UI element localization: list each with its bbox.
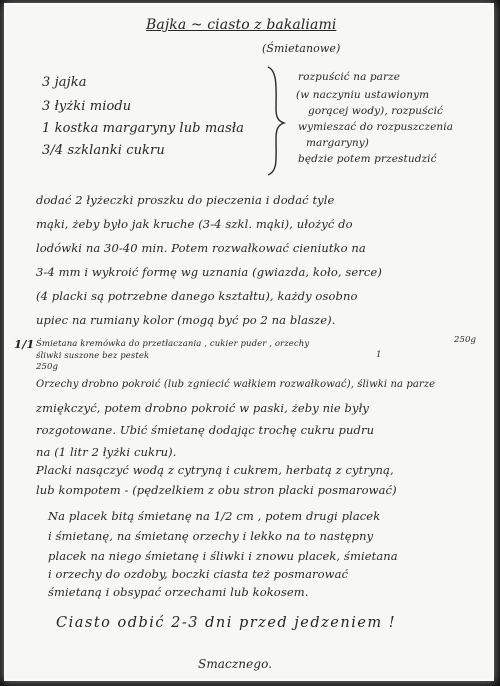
closing-note: Ciasto odbić 2-3 dni przed jedzeniem ! bbox=[56, 615, 397, 631]
dough-line: mąki, żeby było jak kruche (3-4 szkl. mąki), ułożyć do bbox=[36, 217, 353, 231]
melt-note-line: margaryny) bbox=[306, 137, 369, 149]
dough-line: upiec na rumiany kolor (mogą być po 2 na blasze). bbox=[36, 313, 336, 327]
dough-line: 3-4 mm i wykroić formę wg uznania (gwiazda, koło, serce) bbox=[36, 265, 382, 279]
curly-brace-mark bbox=[264, 65, 288, 177]
nuts-line: zmiękczyć, potem drobno pokroić w paski, żeby nie były bbox=[36, 401, 369, 415]
recipe-subtitle: (Śmietanowe) bbox=[262, 42, 341, 55]
assembly-line: i orzechy do ozdoby, boczki ciasta też posmarować bbox=[48, 567, 349, 581]
dough-line: (4 placki są potrzebne danego kształtu), każdy osobno bbox=[36, 289, 358, 303]
cream-line: Śmietana kremówka do przetłaczania , cukier puder , orzechy bbox=[36, 339, 310, 349]
ingredient-item: 3 łyżki miodu bbox=[42, 99, 132, 114]
ingredient-item: 1 kostka margaryny lub masła bbox=[42, 121, 245, 136]
nuts-line: rozgotowane. Ubić śmietanę dodając trochę cukru pudru bbox=[36, 423, 375, 437]
quantity-note: 250g bbox=[454, 335, 477, 345]
assembly-line: śmietaną i obsypać orzechami lub kokosem. bbox=[48, 585, 309, 599]
melt-note-line: gorącej wody), rozpuścić bbox=[308, 105, 444, 117]
recipe-page bbox=[6, 5, 492, 679]
ingredient-item: 3 jajka bbox=[42, 75, 87, 90]
assembly-line: i śmietanę, na śmietanę orzechy i lekko na to następny bbox=[48, 529, 374, 543]
soak-line: lub kompotem - (pędzelkiem z obu stron placki posmarować) bbox=[36, 483, 397, 497]
dough-line: dodać 2 łyżeczki proszku do pieczenia i dodać tyle bbox=[36, 193, 335, 207]
signoff: Smacznego. bbox=[198, 657, 273, 671]
quantity-note: 250g bbox=[36, 362, 59, 372]
cream-line: śliwki suszone bez pestek bbox=[36, 351, 150, 361]
nuts-line: Orzechy drobno pokroić (lub zgniecić wałkiem rozwałkować), śliwki na parze bbox=[36, 379, 436, 390]
melt-note-line: (w naczyniu ustawionym bbox=[296, 89, 430, 101]
recipe-title: Bajka ~ ciasto z bakaliami bbox=[146, 17, 337, 33]
assembly-line: placek na niego śmietanę i śliwki i znowu placek, śmietana bbox=[48, 549, 398, 563]
nuts-line: na (1 litr 2 łyżki cukru). bbox=[36, 445, 177, 459]
quantity-note: 1 bbox=[376, 350, 382, 360]
dough-line: lodówki na 30-40 min. Potem rozwałkować cieniutko na bbox=[36, 241, 366, 255]
assembly-line: Na placek bitą śmietanę na 1/2 cm , potem drugi placek bbox=[48, 509, 381, 523]
melt-note-line: wymieszać do rozpuszczenia bbox=[298, 121, 454, 133]
melt-note-line: rozpuścić na parze bbox=[298, 71, 401, 83]
ingredient-item: 3/4 szklanki cukru bbox=[42, 143, 165, 158]
melt-note-line: będzie potem przestudzić bbox=[298, 153, 437, 165]
section-marker: 1/1 bbox=[14, 337, 35, 351]
soak-line: Placki nasączyć wodą z cytryną i cukrem, herbatą z cytryną, bbox=[36, 463, 394, 477]
